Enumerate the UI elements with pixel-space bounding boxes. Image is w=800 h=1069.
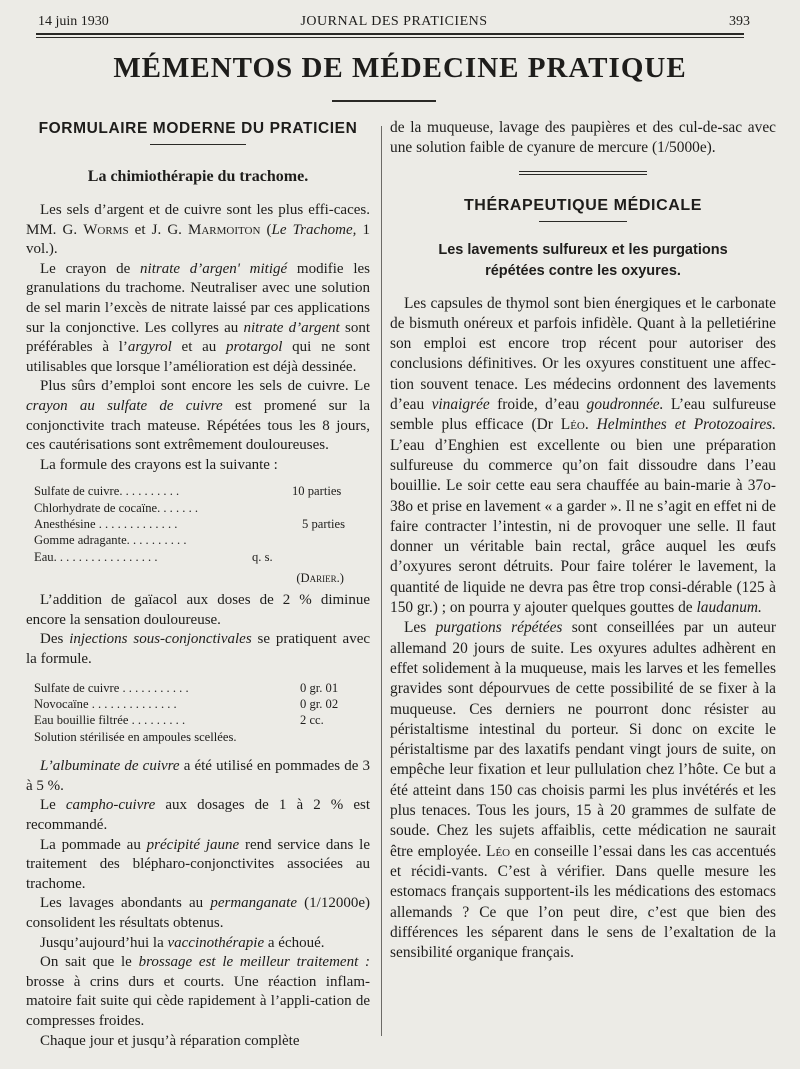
formula-row: Sulfate de cuivre. . . . . . . . . . 10 parties [34, 484, 342, 499]
paragraph: Les sels d’argent et de cuivre sont les plus effi-caces. MM. G. Worms et J. G. Marmoiton (Le Trachome, 1 vol.). [26, 202, 371, 258]
paragraph: La pommade au précipité jaune rend service dans le traitement des blépharo-conjonctivites associées au trachome. [26, 836, 370, 892]
formula-row: Gomme adragante. . . . . . . . . . [34, 533, 187, 548]
formula-row: Chlorhydrate de cocaïne. . . . . . . [34, 500, 199, 515]
article-title-oxyures: Les lavements sulfureux et les purgations répétées contre les oxyures. [438, 241, 728, 279]
paragraph: Les capsules de thymol sont bien énergiques et le carbonate de bismuth onéreux et parfois infidèle. Quant à la pelletiérine son emploi est encore trop récent pour autoriser des conclusions définitives. Or les oxyures constituent une affec-tion souvent tenace. Les médecins ordonnent des lavements d’eau vinaigrée froide, d’eau goudronnée. L’eau sulfureuse semble plus efficace (Dr Léo. Helminthes et Protozoaires. L’eau d’Enghien est excellente ou bien une préparation sulfureuse du commerce qu’on fait dissoudre dans l’eau bouillie. Le soir cette eau sera chauffée au bain-marie à 37o-38o et prise en lavement « a garder ». Il ne s’agit en effet ni de faire contracter l’intestin, ni de provoquer une selle. Il faut donner un véritable bain rectal, grâce auquel les œufs d’oxyures seront détruits. Pour faire tolérer le lavement, la quantité de liquide ne devra pas être trop consi-dérable (125 à 150 gr.) ; on pourra y ajouter quelques gouttes de laudanum. [390, 294, 776, 617]
paragraph: Le crayon de nitrate d’argen' mitigé modifie les granulations du trachome. Neutraliser avec une solution de sel marin l’excès de nitrate laissé par ces applications sur la conjonctive. Les collyres au nitrate d’argent sont préférables à l’argyrol et au protargol qui ne sont utilisables que lorsque l’amélioration est déjà dessinée. [26, 260, 371, 375]
article-title-trachome: La chimiothérapie du trachome. [87, 168, 309, 185]
header-date: 14 juin 1930 [38, 14, 109, 29]
title-rule [332, 100, 436, 102]
page-title: MÉMENTOS DE MÉDECINE PRATIQUE [113, 52, 687, 84]
header-journal-title: JOURNAL DES PRATICIENS [300, 14, 488, 29]
attribution: (Darier.) [296, 571, 344, 586]
section-rule [539, 221, 627, 222]
paragraph: L’addition de gaïacol aux doses de 2 % diminue encore la sensation douloureuse. [26, 592, 370, 628]
formula-row: Anesthésine . . . . . . . . . . . . . 5 parties [34, 517, 346, 532]
paragraph: Plus sûrs d’emploi sont encore les sels de cuivre. Le crayon au sulfate de cuivre est promené sur la conjonctivite trach mateuse. Répétées tous les 8 jours, ces cautérisations sont extrêmement douloureuses. [26, 378, 370, 454]
column-divider [381, 126, 382, 1036]
paragraph: L’albuminate de cuivre a été utilisé en pommades de 3 à 5 %. [26, 758, 371, 794]
header-rule-thick [36, 33, 744, 35]
paragraph-continued: de la muqueuse, lavage des paupières et des cul-de-sac avec une solution faible de cyanure de mercure (1/5000e). [390, 119, 776, 157]
right-column [390, 118, 776, 963]
double-rule-separator [519, 171, 647, 175]
paragraph: Jusqu’aujourd’hui la vaccinothérapie a échoué. [40, 934, 325, 951]
paragraph: Le campho-cuivre aux dosages de 1 à 2 % est recommandé. [26, 797, 370, 833]
formula-injections [34, 680, 370, 746]
paragraph: On sait que le brossage est le meilleur traitement : brosse à crins durs et courts. Une réaction inflam-matoire fait suite qui cède rapidement à l’appli-cation de compresses froides. [26, 954, 370, 1029]
running-header [38, 14, 750, 34]
formula-row: Novocaïne . . . . . . . . . . . . . . 0 gr. 02 [34, 697, 339, 712]
paragraph: Chaque jour et jusqu’à réparation complète [40, 1032, 300, 1049]
page-number: 393 [729, 14, 750, 29]
header-rule-thin [36, 37, 744, 38]
paragraph: La formule des crayons est la suivante : [40, 456, 278, 473]
formula-row: Sulfate de cuivre . . . . . . . . . . . 0 gr. 01 [34, 680, 339, 695]
formula-row: Solution stérilisée en ampoules scellées. [34, 729, 237, 744]
left-column [26, 118, 370, 1051]
section-rule [150, 144, 246, 145]
paragraph: Des injections sous-conjonctivales se pratiquent avec la formule. [26, 631, 371, 668]
paragraph: Les purgations répétées sont conseillées par un auteur allemand 20 jours de suite. Les oxyures adultes adhèrent en effet solidement à la muqueuse, mais les larves et les femelles gravides sont dépourvues de cette possibilité de se fixer à la muqueuse. Ces derniers ne pourront donc résister au péristaltisme intestinal du porteur. Si donc on excite le péristaltisme par des laxatifs pendant vingt jours de suite, on empêche leur fixation et leur pullulation chez l’hôte. Ce but a été atteint dans 150 cas choisis parmi les plus invétérés et les plus tenaces. Tous les jours, 15 à 20 grammes de sulfate de soude. Chez les sujets affaiblis, cette médication ne saurait être employée. Léo en conseille l’essai dans les cas accentués et récidi-vants. C’est à vérifier. Dans quelle mesure les estomacs français supportent-ils les médications des estomacs allemands ? Ce que l’on peut dire, c’est que bien des différences les séparent dans le sens de l’exaltation de la sensibilité organique français. [390, 619, 776, 962]
section-title-formulaire: FORMULAIRE MODERNE DU PRATICIEN [38, 120, 358, 137]
formula-row: Eau bouillie filtrée . . . . . . . . . 2 cc. [34, 713, 324, 728]
section-title-therapeutique: THÉRAPEUTIQUE MÉDICALE [463, 196, 703, 214]
formula-row: Eau. . . . . . . . . . . . . . . . . q. s. [34, 549, 273, 564]
formula-crayons [34, 483, 370, 565]
paragraph: Les lavages abondants au permanganate (1/12000e) consolident les résultats obtenus. [26, 895, 370, 931]
